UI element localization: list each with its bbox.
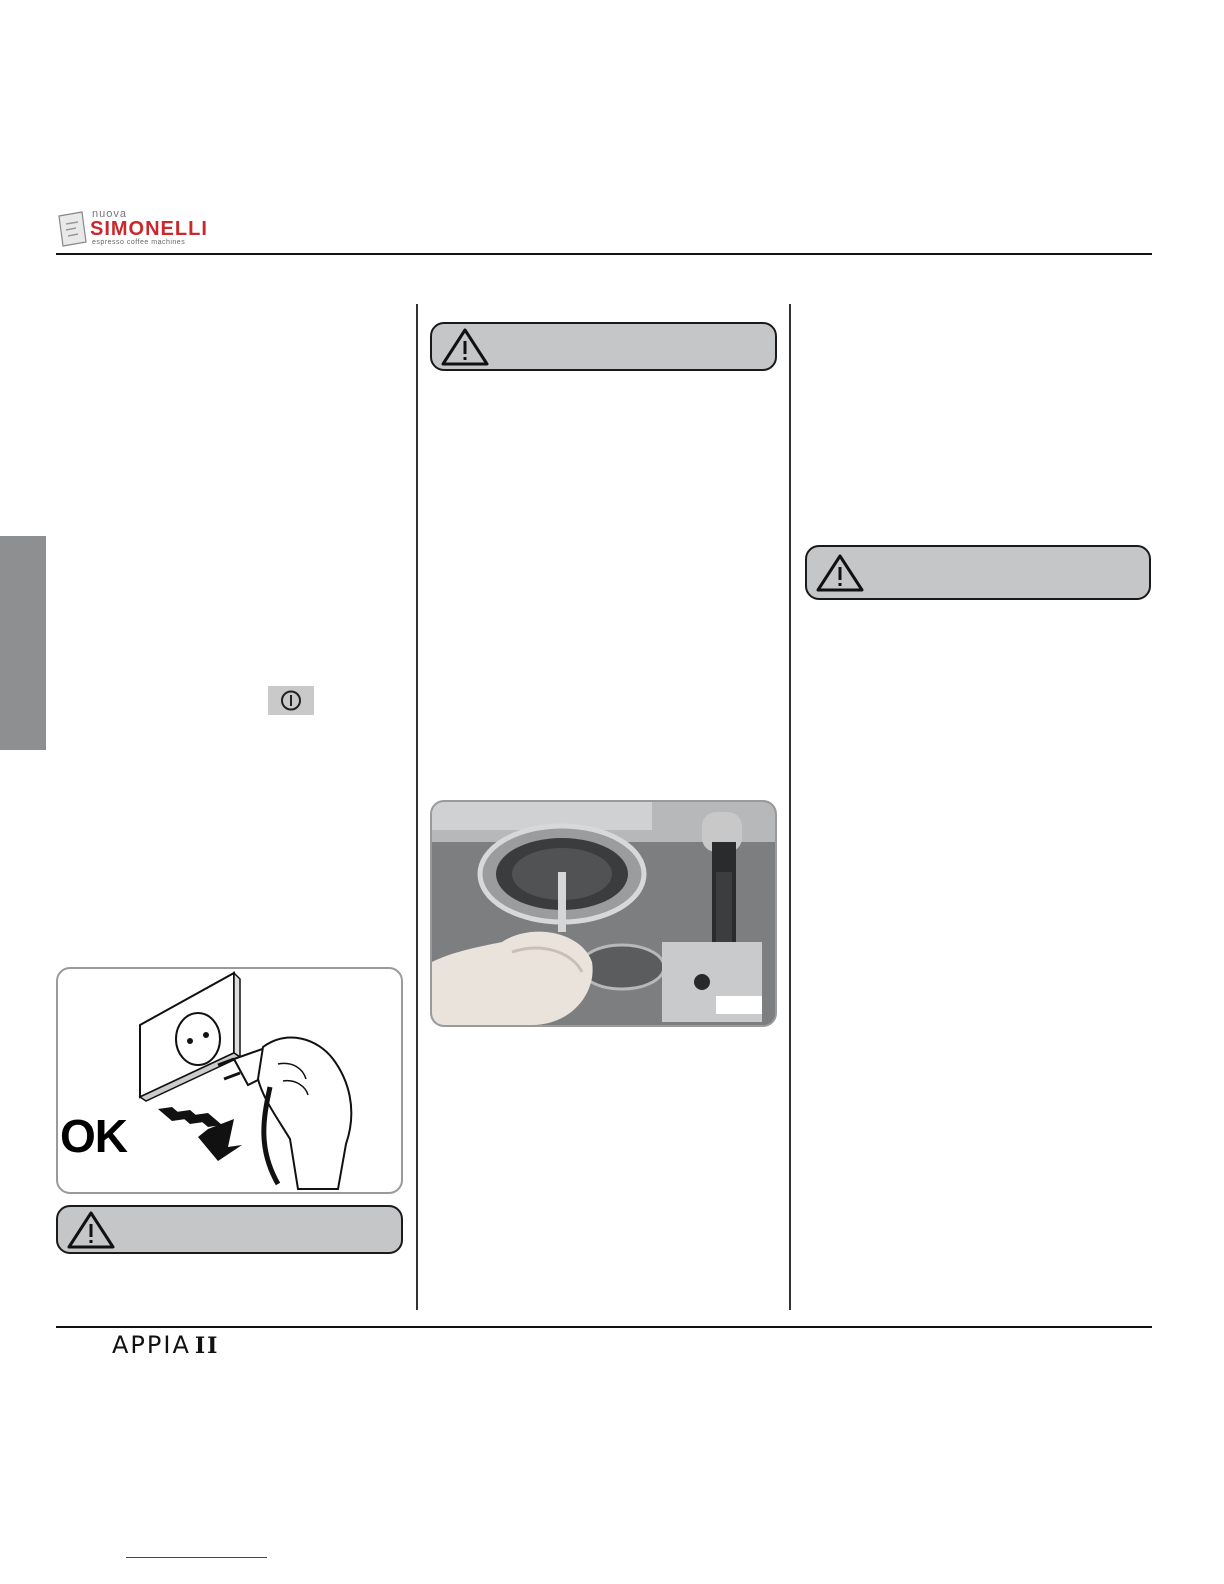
unplug-illustration	[56, 967, 403, 1194]
power-button-symbol	[268, 686, 314, 715]
warning-triangle-icon	[815, 553, 865, 593]
footer-divider	[56, 1326, 1152, 1328]
power-icon	[268, 686, 314, 715]
grouphead-photo-drawing	[432, 802, 775, 1025]
product-numeral: II	[194, 1333, 220, 1359]
logo-cup-icon	[56, 210, 90, 248]
section-side-tab	[0, 536, 46, 750]
header-divider	[56, 253, 1152, 255]
brand-top-text: nuova	[92, 208, 127, 220]
grouphead-photo	[430, 800, 777, 1027]
product-name: APPIA	[112, 1331, 191, 1359]
product-logo	[112, 1331, 219, 1359]
brand-logo	[56, 208, 236, 252]
column-divider	[789, 304, 791, 1310]
warning-banner	[805, 545, 1151, 600]
warning-triangle-icon	[440, 327, 490, 367]
warning-triangle-icon	[66, 1210, 116, 1250]
brand-name: SIMONELLI	[90, 218, 208, 240]
warning-banner	[430, 322, 777, 371]
brand-tagline: espresso coffee machines	[92, 239, 186, 246]
column-divider	[416, 304, 418, 1310]
warning-banner	[56, 1205, 403, 1254]
link-underline[interactable]	[126, 1557, 267, 1558]
ok-label: OK	[60, 1110, 127, 1162]
